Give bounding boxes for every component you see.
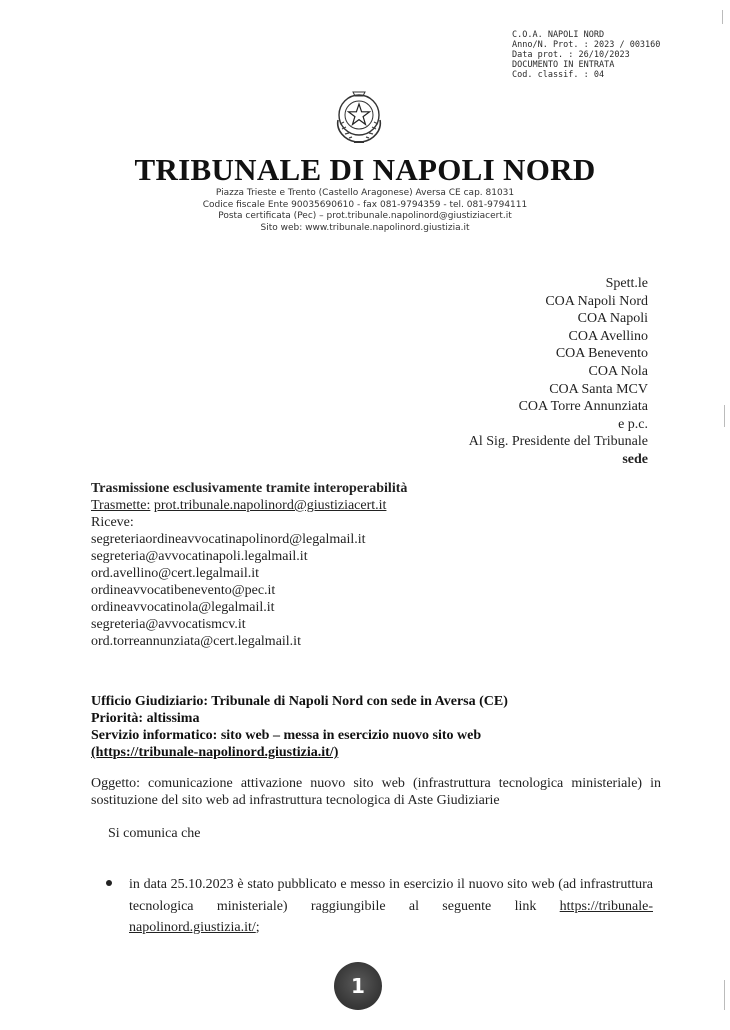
sender-email-link[interactable]: prot.tribunale.napolinord@giustiziacert.it [153, 498, 387, 513]
protocol-stamp [512, 30, 712, 80]
receiver-email[interactable]: ord.avellino@cert.legalmail.it [91, 566, 259, 581]
recipient-seat: sede [622, 451, 648, 467]
transmission-block [91, 480, 651, 650]
bullet-item [129, 874, 653, 939]
stamp-line: DOCUMENTO IN ENTRATA [512, 60, 615, 70]
recipient-item: COA Benevento [555, 346, 648, 362]
page-number-badge: 1 [334, 962, 382, 1010]
receiver-email[interactable]: ord.torreannunziata@cert.legalmail.it [91, 634, 301, 649]
stamp-line: Cod. classif. : 04 [512, 70, 605, 80]
court-title: TRIBUNALE DI NAPOLI NORD [134, 152, 596, 187]
scan-edge-mark [724, 405, 725, 427]
scan-edge-mark [724, 980, 725, 1010]
transmission-heading: Trasmissione esclusivamente tramite interoperabilità [91, 481, 408, 496]
stamp-line: Data prot. : 26/10/2023 [512, 50, 630, 60]
subject-paragraph: Oggetto: comunicazione attivazione nuovo sito web (infrastruttura tecnologica ministeriale) in sostituzione del sito web ad infrastruttura tecnologica di Aste Giudiziarie [91, 776, 661, 808]
court-contact-info [0, 188, 730, 234]
court-pec: Posta certificata (Pec) – prot.tribunale.napolinord@giustiziacert.it [218, 211, 512, 221]
recipients-cc: e p.c. [618, 416, 648, 432]
receiver-email[interactable]: segreteria@avvocatismcv.it [91, 617, 246, 632]
bullet-icon [106, 880, 112, 886]
receiver-email[interactable]: ordineavvocatinola@legalmail.it [91, 600, 275, 615]
receiver-label: Riceve: [91, 515, 134, 530]
recipients-block [469, 275, 648, 469]
recipient-president: Al Sig. Presidente del Tribunale [468, 434, 648, 450]
recipient-item: COA Napoli Nord [545, 293, 648, 309]
office-line: Ufficio Giudiziario: Tribunale di Napoli Nord con sede in Aversa (CE) [91, 694, 508, 709]
bullet-text: in data 25.10.2023 è stato pubblicato e messo in esercizio il nuovo sito web (ad infrastruttura tecnologica ministeriale) raggiungibile al seguente link [129, 877, 653, 914]
service-line: Servizio informatico: sito web – messa in esercizio nuovo sito web [91, 728, 482, 743]
recipient-item: COA Santa MCV [549, 381, 648, 397]
transmission-sender-row [91, 497, 651, 514]
recipient-item: COA Napoli [577, 311, 648, 327]
court-fiscal-code: Codice fiscale Ente 90035690610 - fax 081-9794359 - tel. 081-9794111 [202, 199, 528, 210]
office-block [91, 693, 691, 761]
court-address: Piazza Trieste e Trento (Castello Aragonese) Aversa CE cap. 81031 [215, 188, 515, 198]
recipients-greeting: Spett.le [605, 276, 648, 291]
priority-line: Priorità: altissima [91, 711, 200, 726]
website-link[interactable]: (https://tribunale-napolinord.giustizia.it/) [91, 745, 339, 760]
scan-edge-mark [722, 10, 723, 24]
intro-text: Si comunica che [108, 826, 201, 841]
recipient-item: COA Avellino [568, 328, 648, 344]
stamp-line: Anno/N. Prot. : 2023 / 003160 [512, 40, 661, 50]
receiver-email[interactable]: ordineavvocatibenevento@pec.it [91, 583, 276, 598]
receiver-email[interactable]: segreteriaordineavvocatinapolinord@legalmail.it [91, 532, 366, 547]
sender-label: Trasmette: [91, 498, 151, 513]
recipient-item: COA Torre Annunziata [518, 399, 648, 415]
bullet-end: ; [255, 920, 260, 935]
bullet-link[interactable]: https://tribunale-napolinord.giustizia.it/ [129, 898, 653, 935]
stamp-line: C.O.A. NAPOLI NORD [512, 30, 605, 40]
court-website: Sito web: www.tribunale.napolinord.giustizia.it [260, 222, 470, 233]
recipient-item: COA Nola [588, 363, 648, 379]
italian-republic-emblem-icon [328, 84, 390, 146]
receiver-email[interactable]: segreteria@avvocatinapoli.legalmail.it [91, 549, 308, 564]
